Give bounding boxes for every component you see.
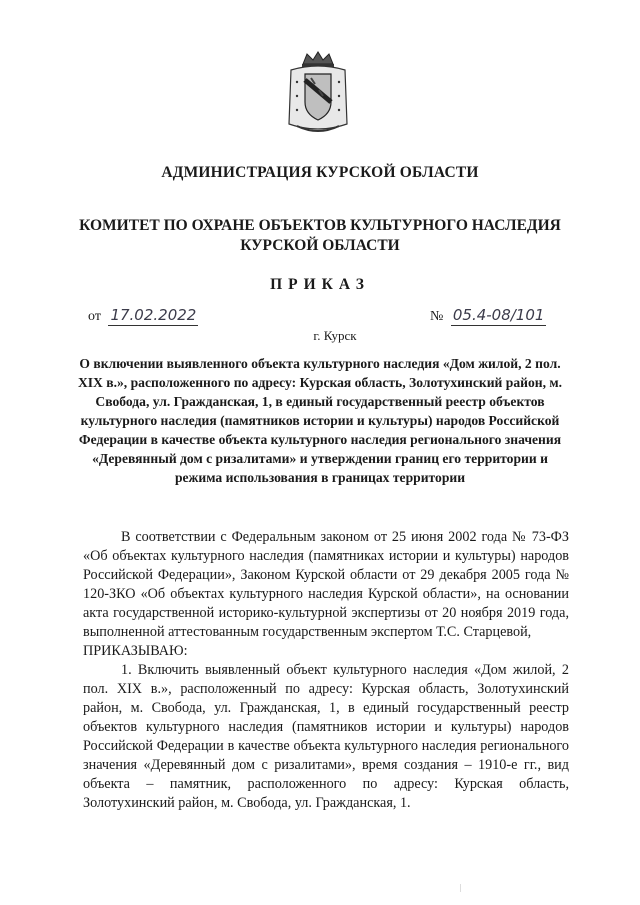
order-title: ПРИКАЗ bbox=[270, 276, 370, 293]
order-body bbox=[83, 528, 569, 813]
city-line bbox=[0, 328, 640, 344]
date-value: 17.02.2022 bbox=[110, 306, 197, 324]
date-prefix: от bbox=[88, 309, 101, 324]
preamble-paragraph: В соответствии с Федеральным законом от 25 июня 2002 года № 73-ФЗ «Об объектах культурного наследия (памятниках истории и культуры) народов Российской Федерации», Законом Курской области от 29 декабря 2005 года № 120-ЗКО «Об объектах культурного наследия Курской области», на основании акта государственной историко-культурной экспертизы от 20 ноября 2019 года, выполненной аттестованным государственным экспертом Т.С. Старцевой, bbox=[83, 529, 569, 640]
decree-word: ПРИКАЗЫВАЮ: bbox=[83, 643, 188, 659]
city: г. Курск bbox=[313, 328, 357, 343]
page-mark bbox=[460, 884, 461, 892]
committee-title bbox=[0, 216, 640, 256]
committee-title-line1: КОМИТЕТ ПО ОХРАНЕ ОБЪЕКТОВ КУЛЬТУРНОГО НАСЛЕДИЯ bbox=[79, 217, 561, 234]
number-prefix: № bbox=[430, 309, 444, 324]
committee-title-line2: КУРСКОЙ ОБЛАСТИ bbox=[240, 237, 400, 254]
order-date bbox=[88, 306, 198, 325]
coat-of-arms-icon bbox=[285, 50, 351, 134]
number-value: 05.4-08/101 bbox=[452, 306, 545, 324]
order-number bbox=[430, 306, 546, 325]
order-subject: О включении выявленного объекта культурного наследия «Дом жилой, 2 пол. XIX в.», расположенного по адресу: Курская область, Золотухинский район, м. Свобода, ул. Гражданская, 1, в единый государственный реестр объектов культурного наследия (памятников истории и культуры) народов Российской Федерации в качестве объекта культурного наследия регионального значения «Деревянный дом с ризалитами» и утверждении границ его территории и режима использования в границах территории bbox=[77, 356, 563, 485]
administration-title: АДМИНИСТРАЦИЯ КУРСКОЙ ОБЛАСТИ bbox=[161, 164, 479, 181]
item-1-paragraph: 1. Включить выявленный объект культурного наследия «Дом жилой, 2 пол. XIX в.», расположенный по адресу: Курская область, Золотухинский район, м. Свобода, ул. Гражданская, 1, в единый государственный реестр объектов культурного наследия (памятников истории и культуры) народов Российской Федерации в качестве объекта культурного наследия регионального значения «Деревянный дом с ризалитами», время создания – 1910-е гг., вид объекта – памятник, расположенного по адресу: Курская область, Золотухинский район, м. Свобода, ул. Гражданская, 1. bbox=[83, 662, 569, 811]
